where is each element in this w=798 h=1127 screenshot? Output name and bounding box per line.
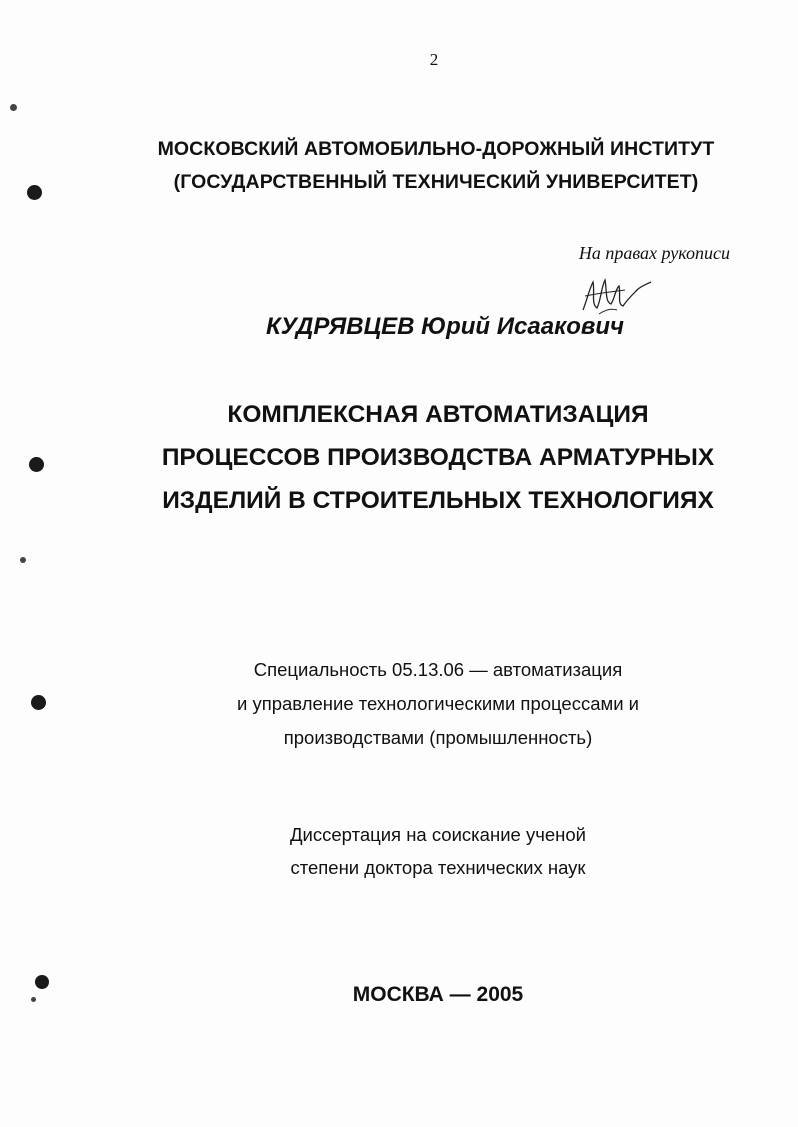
degree-line-2: степени доктора технических наук bbox=[290, 857, 586, 878]
specialty-line-3: производствами (промышленность) bbox=[283, 727, 593, 748]
manuscript-note: На правах рукописи bbox=[578, 243, 730, 263]
scan-speck-1 bbox=[10, 104, 17, 111]
punch-hole-2 bbox=[29, 457, 44, 472]
specialty-line-1: Специальность 05.13.06 — автоматизация bbox=[253, 659, 623, 680]
institute-line-1: МОСКОВСКИЙ АВТОМОБИЛЬНО-ДОРОЖНЫЙ ИНСТИТУТ bbox=[157, 138, 715, 160]
title-line-3: ИЗДЕЛИЙ В СТРОИТЕЛЬНЫХ ТЕХНОЛОГИЯХ bbox=[162, 487, 714, 514]
city-year: МОСКВА — 2005 bbox=[352, 983, 524, 1006]
title-line-1: КОМПЛЕКСНАЯ АВТОМАТИЗАЦИЯ bbox=[227, 401, 649, 428]
specialty-line-2: и управление технологическими процессами и bbox=[236, 693, 640, 714]
page-number: 2 bbox=[429, 50, 439, 69]
dissertation-title bbox=[0, 393, 798, 522]
title-line-2: ПРОЦЕССОВ ПРОИЗВОДСТВА АРМАТУРНЫХ bbox=[161, 444, 715, 471]
institute-line-2: (ГОСУДАРСТВЕННЫЙ ТЕХНИЧЕСКИЙ УНИВЕРСИТЕТ) bbox=[173, 171, 699, 193]
degree-statement bbox=[0, 818, 798, 884]
author-name: КУДРЯВЦЕВ Юрий Исаакович bbox=[265, 313, 625, 340]
punch-hole-3 bbox=[31, 695, 46, 710]
scan-speck-3 bbox=[31, 997, 36, 1002]
specialty bbox=[0, 653, 798, 755]
scan-speck-2 bbox=[20, 557, 26, 563]
punch-hole-1 bbox=[27, 185, 42, 200]
punch-hole-4 bbox=[35, 975, 49, 989]
institute-name bbox=[0, 133, 798, 199]
degree-line-1: Диссертация на соискание ученой bbox=[290, 824, 586, 845]
